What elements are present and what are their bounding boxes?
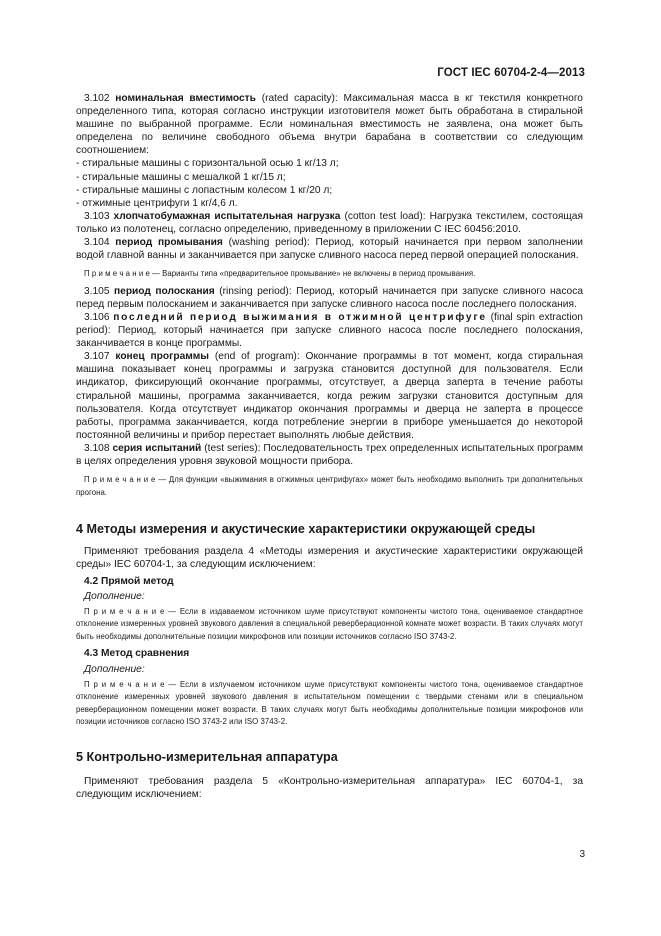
note bbox=[76, 679, 583, 729]
clause-number: 3.106 bbox=[84, 312, 110, 323]
term: номинальная вместимость bbox=[115, 93, 256, 104]
section-intro: Применяют требования раздела 5 «Контрольно-измерительная аппаратура» IEC 60704-1, за следующим исключением: bbox=[76, 776, 583, 801]
note-label: П р и м е ч а н и е bbox=[84, 679, 165, 689]
term: серия испытаний bbox=[112, 442, 202, 454]
note bbox=[76, 474, 583, 499]
list-item: - стиральные машины с мешалкой 1 кг/15 л; bbox=[76, 171, 286, 183]
note-label: П р и м е ч а н и е bbox=[84, 269, 150, 279]
definition-3-105 bbox=[76, 285, 583, 311]
definition-3-106 bbox=[76, 311, 583, 350]
definition-3-108 bbox=[76, 442, 583, 468]
definition-text: (final spin extraction period): Период, который начинается при запуске сливного насоса после последнего полоскания, заканчивается в конце программы. bbox=[76, 312, 583, 350]
list-item: - стиральные машины с лопастным колесом 1 кг/20 л; bbox=[76, 184, 333, 196]
clause-number: 3.105 bbox=[84, 285, 110, 297]
term: конец программы bbox=[115, 351, 210, 363]
section-intro: Применяют требования раздела 4 «Методы измерения и акустические характеристики окружающей среды» IEC 60704-1, за следующим исключением: bbox=[76, 546, 583, 571]
list-item: - стиральные машины с горизонтальной осью 1 кг/13 л; bbox=[76, 158, 339, 170]
note bbox=[76, 268, 583, 281]
definition-3-102 bbox=[76, 92, 583, 157]
definition-text: (cotton test load): Нагрузка текстилем, состоящая только из полотенец, согласно определению, приведенному в приложении C IEC 60456:2010. bbox=[76, 210, 583, 235]
note-label: П р и м е ч а н и е bbox=[84, 606, 165, 616]
clause-number: 3.108 bbox=[84, 442, 110, 454]
term: последний период выжимания в отжимной центрифуге bbox=[113, 312, 487, 323]
note-text: — Для функции «выжимания в отжимных центрифугах» может быть необходимо выполнить три дополнительных прогона. bbox=[76, 475, 583, 497]
clause-number: 3.103 bbox=[84, 210, 110, 222]
addition-label: Дополнение: bbox=[84, 590, 145, 602]
definition-3-107 bbox=[76, 350, 583, 442]
definition-text: (rated capacity): Максимальная масса в кг текстиля конкретного определенного типа, которая согласно инструкции изготовителя может быть обработана в стиральной машине по выбранной программе. Если номинальная вместимость не заявлена, она может быть определена по величине свободного объема внутри барабана в соответствии со следующим соотношением: bbox=[76, 93, 583, 157]
note-text: — Если в издаваемом источником шуме присутствуют компоненты чистого тона, оцениваемое стандартное отклонение измеренных уровней звукового давления в специальной реверберационной комнате может возрасти. В таких случаях могут быть необходимы дополнительные позиции микрофонов или позиции источников согласно ISO 3743-2. bbox=[76, 606, 583, 641]
clause-number: 3.107 bbox=[84, 351, 110, 363]
page-content bbox=[76, 92, 583, 801]
clause-number: 3.102 bbox=[84, 93, 110, 104]
clause-number: 3.104 bbox=[84, 237, 110, 249]
term: хлопчатобумажная испытательная нагрузка bbox=[113, 210, 341, 222]
list-item: - отжимные центрифуги 1 кг/4,6 л. bbox=[76, 197, 238, 209]
term: период полоскания bbox=[114, 285, 215, 297]
subsection-heading-4-2: 4.2 Прямой метод bbox=[84, 575, 174, 587]
definition-3-104 bbox=[76, 236, 583, 262]
definition-text: (test series): Последовательность трех определенных испытательных программ в целях определения уровня звуковой мощности прибора. bbox=[76, 442, 583, 468]
term: период промывания bbox=[115, 237, 223, 249]
note-text: — Варианты типа «предварительное промывание» не включены в период промывания. bbox=[149, 269, 476, 279]
section-heading-4: 4 Методы измерения и акустические характеристики окружающей среды bbox=[76, 522, 536, 537]
definition-3-103 bbox=[76, 210, 583, 236]
standard-header: ГОСТ IEC 60704-2-4—2013 bbox=[437, 67, 585, 79]
note bbox=[76, 606, 583, 644]
section-heading-5: 5 Контрольно-измерительная аппаратура bbox=[76, 750, 338, 765]
subsection-heading-4-3: 4.3 Метод сравнения bbox=[84, 648, 190, 660]
note-text: — Если в излучаемом источником шуме присутствуют компоненты чистого тона, оцениваемое стандартное отклонение измеренных уровней звукового давления в испытательном помещении с твердыми стенами или в специальном реверберационном помещении может возрасти. В таких случаях могут быть необходимы дополнительные позиции микрофонов или позиции источников согласно ISO 3743-2 или ISO 3743-2. bbox=[76, 679, 583, 727]
definition-text: (rinsing period): Период, который начинается при запуске сливного насоса перед первым полосканием и заканчивается при запуске сливного насоса после последнего полоскания. bbox=[76, 285, 583, 310]
definition-text: (washing period): Период, который начинается при первом заполнении водой главной ванны и заканчивается при запуске сливного насоса перед первой операцией полоскания. bbox=[76, 237, 583, 262]
note-label: П р и м е ч а н и е bbox=[84, 475, 156, 485]
addition-label: Дополнение: bbox=[84, 663, 145, 675]
page-number: 3 bbox=[579, 849, 585, 860]
definition-text: (end of program): Окончание программы в тот момент, когда стиральная машина показывает конец программы и загрузка становится доступной для пользователя. Если индикатор, фиксирующий окончание программы, отсутствует, а дверца заперта в течение работы стиральной машины, программа заканчивается, когда режим загрузки становится доступным для пользователя. Когда отсутствует индикатор окончания программы и дверца не заперта в процессе работы, программа заканчивается, когда потребление энергии в приборе уменьшается до некоторой постоянной величины и прибор перестает выполнять любые действия. bbox=[76, 351, 583, 441]
